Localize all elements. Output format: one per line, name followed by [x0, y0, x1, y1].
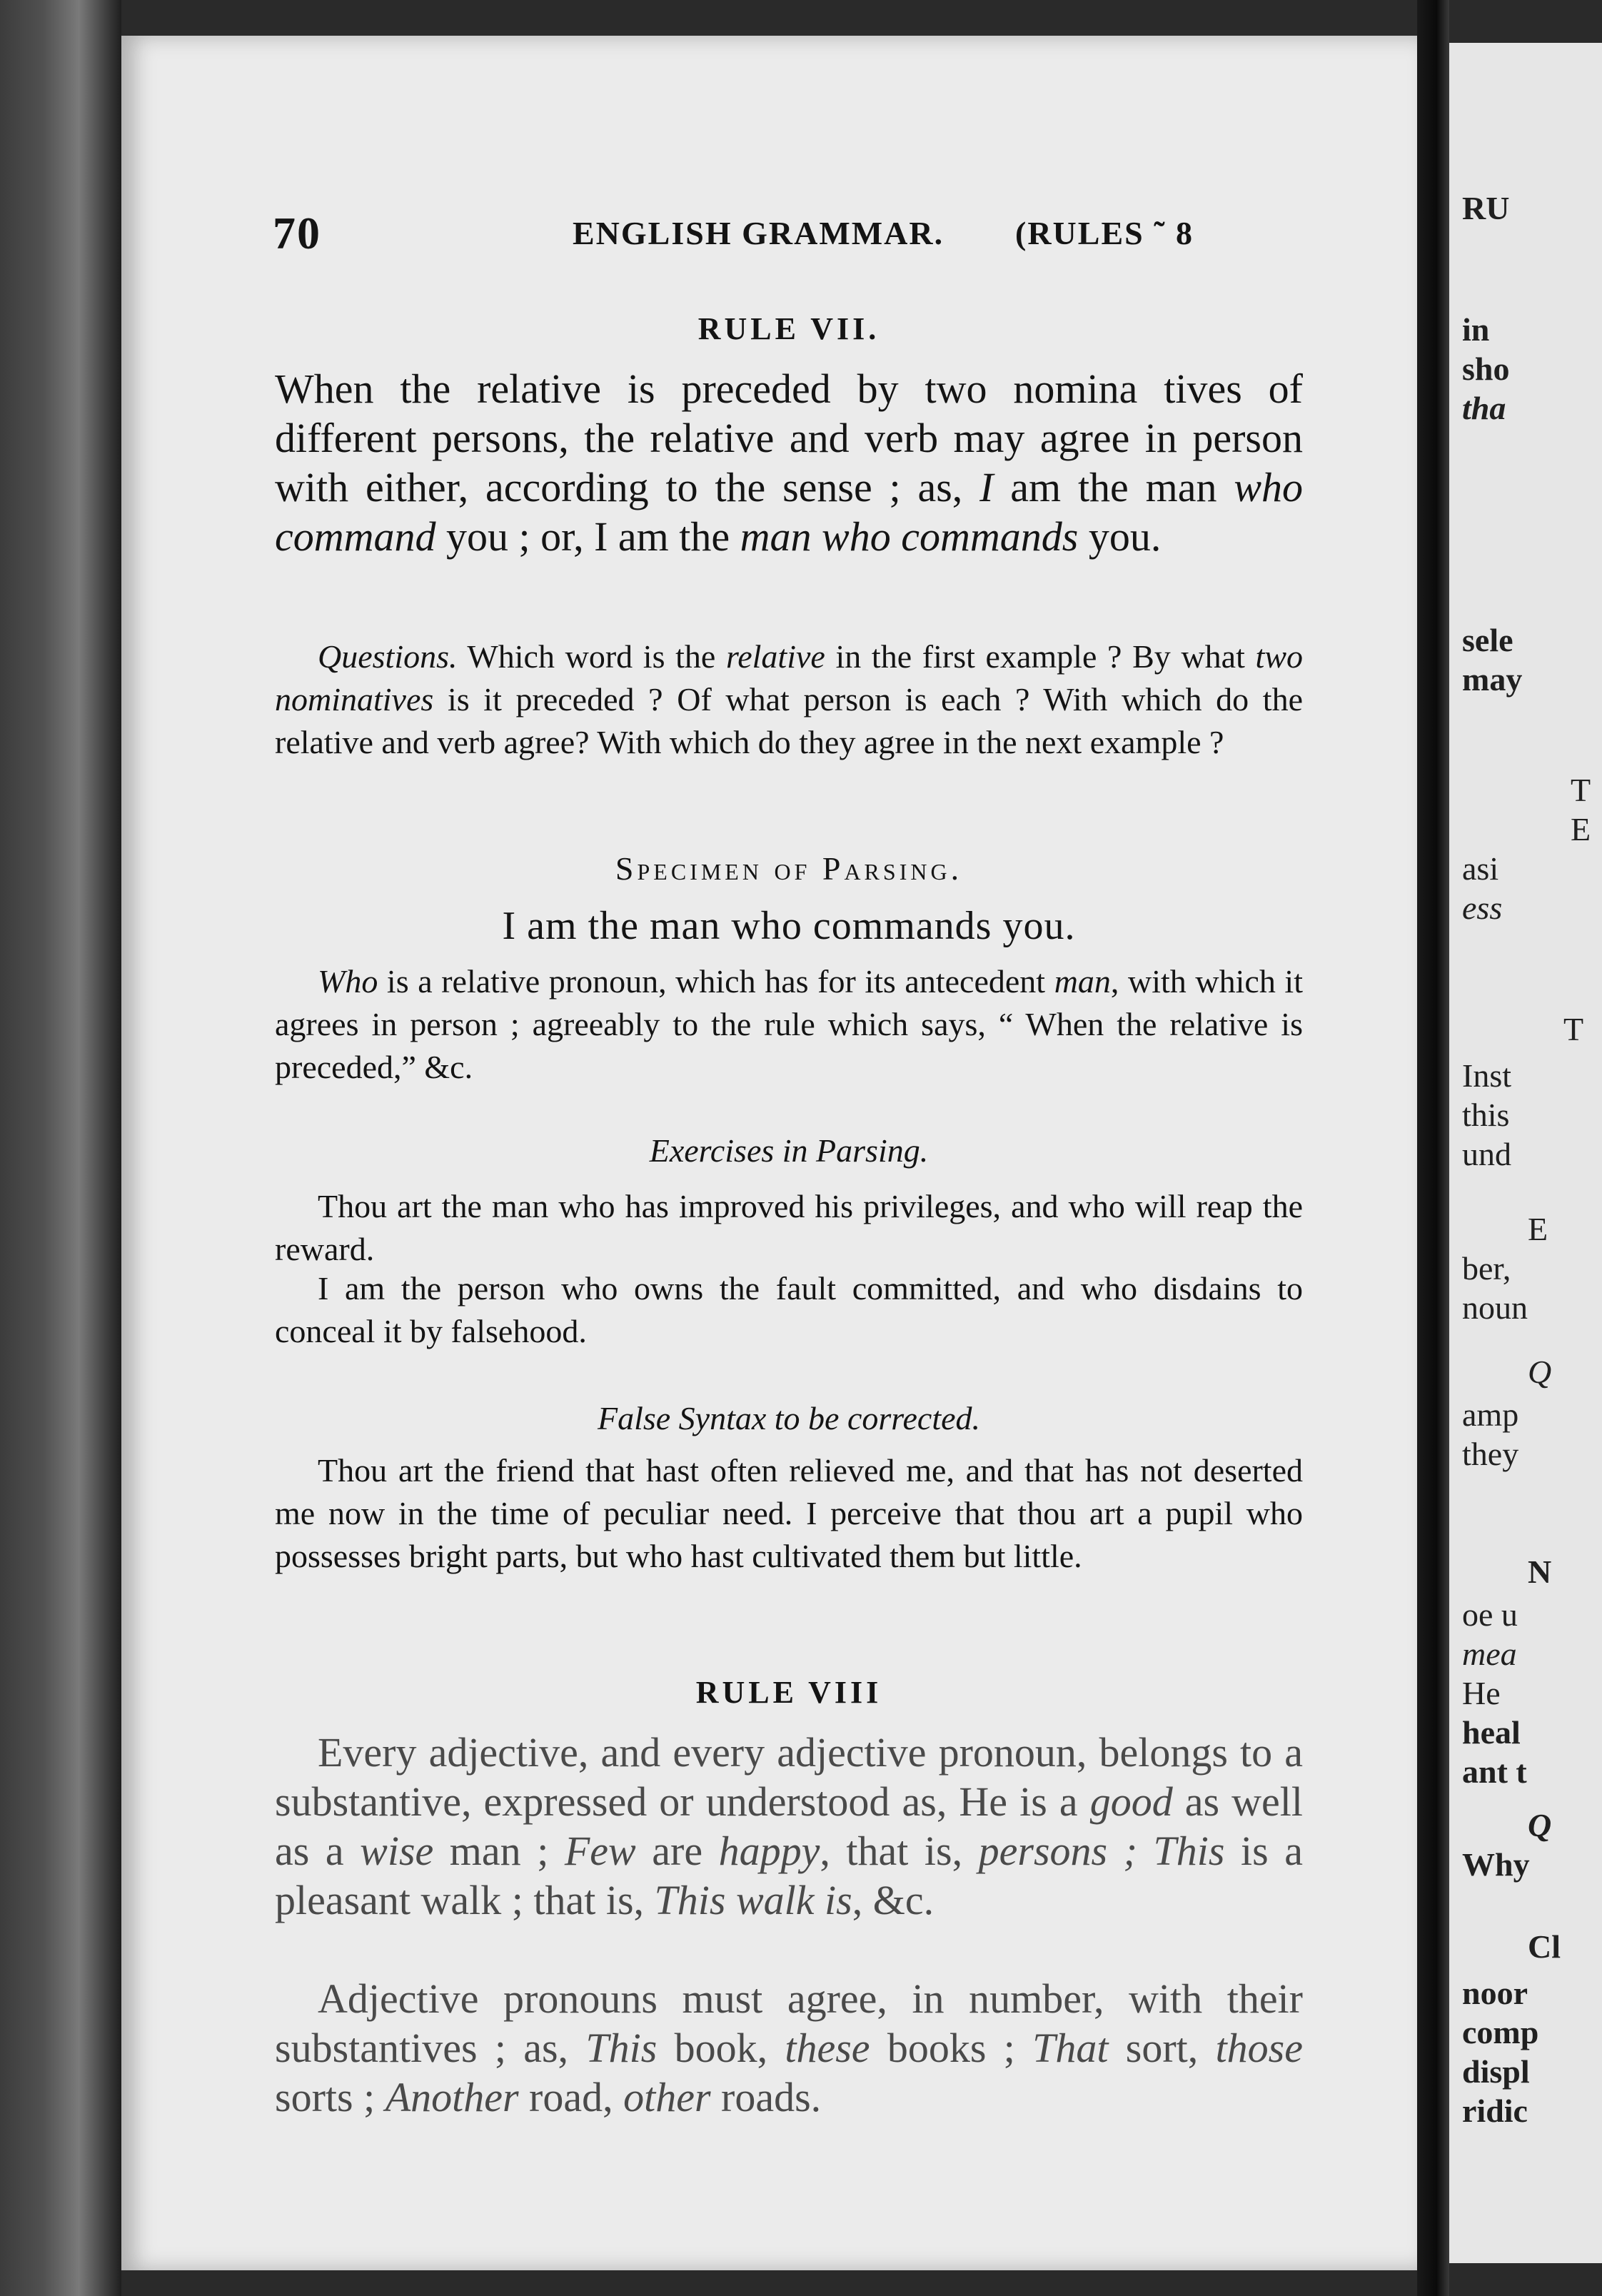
facing-fragment: sho — [1462, 351, 1510, 387]
facing-fragment: Q — [1528, 1354, 1552, 1390]
rule-7-questions: Questions. Which word is the relative in the first example ? By what two nominatives is it preceded ? Of what person is each ? With which do the relative and verb agree? With which do they agree in the next example ? — [275, 638, 1304, 760]
facing-fragment: amp — [1462, 1396, 1519, 1433]
facing-fragment: in — [1462, 311, 1490, 348]
exercises-heading: Exercises in Parsing. — [649, 1132, 929, 1169]
facing-fragment: asi — [1462, 850, 1499, 887]
page-number: 70 — [273, 208, 321, 258]
book-gutter — [1417, 0, 1449, 2296]
facing-fragment: they — [1462, 1436, 1519, 1472]
facing-fragment: sele — [1462, 622, 1513, 658]
facing-fragment: noun — [1462, 1289, 1528, 1326]
facing-fragment: may — [1462, 661, 1523, 698]
facing-fragment: comp — [1462, 2014, 1539, 2050]
facing-fragment: noor — [1462, 1975, 1528, 2011]
running-title: ENGLISH GRAMMAR. — [573, 215, 944, 251]
book-spine — [0, 0, 121, 2296]
facing-fragment: ber, — [1462, 1250, 1511, 1287]
facing-fragment: N — [1528, 1554, 1552, 1590]
specimen-parsing: Who is a relative pronoun, which has for its antecedent man, with which it agrees in person ; agreeably to the rule which says, “ When the relative is preceded,” &c. — [275, 963, 1303, 1085]
specimen-sentence: I am the man who commands you. — [502, 904, 1076, 948]
facing-fragment: Cl — [1528, 1928, 1561, 1965]
false-syntax-text: Thou art the friend that hast often relieved me, and that has not deserted me now in the time of peculiar need. I perceive that thou art a pupil who possesses bright parts, but who hast cultivated them but little. — [275, 1452, 1303, 1574]
facing-fragment: oe u — [1462, 1596, 1518, 1633]
facing-fragment: RU — [1462, 190, 1510, 226]
rule-7-text: When the relative is preceded by two nomina tives of different persons, the relative and verb may agree in person with either, according to the sense ; as, I am the man who command you ; or, I am the man who commands you. — [275, 366, 1303, 560]
facing-fragment: E — [1571, 811, 1591, 847]
page-header — [273, 207, 1272, 264]
rule-8-paragraph-1: Every adjective, and every adjective pronoun, belongs to a substantive, expressed or understood as, He is a good as well as a wise man ; Few are happy, that is, persons ; This is a pleasant walk ; that is, This walk is, &c. — [275, 1729, 1304, 1923]
facing-fragment: this — [1462, 1097, 1510, 1133]
facing-fragment: ess — [1462, 890, 1503, 926]
rule-8-heading: RULE VIII — [695, 1675, 882, 1710]
exercise-1: Thou art the man who has improved his privileges, and who will reap the reward. — [275, 1188, 1303, 1267]
specimen-heading: Specimen of Parsing. — [615, 850, 963, 887]
facing-fragment: Inst — [1462, 1057, 1511, 1094]
facing-fragment: und — [1462, 1136, 1511, 1172]
rule-7-heading: RULE VII. — [697, 311, 880, 346]
facing-fragment: T — [1571, 772, 1591, 808]
facing-fragment: displ — [1462, 2053, 1530, 2090]
section-label: (RULES ˜ 8 — [1015, 215, 1194, 251]
facing-fragment: Why — [1462, 1846, 1530, 1883]
facing-fragment: mea — [1462, 1636, 1517, 1672]
facing-page — [1449, 43, 1602, 2263]
facing-fragment: tha — [1462, 390, 1506, 426]
facing-fragment: ant t — [1462, 1753, 1527, 1790]
facing-fragment: He — [1462, 1675, 1501, 1711]
false-syntax-heading: False Syntax to be corrected. — [597, 1400, 981, 1436]
facing-fragment: Q — [1528, 1807, 1552, 1843]
facing-fragment: E — [1528, 1211, 1548, 1247]
facing-fragment: ridic — [1462, 2093, 1528, 2129]
exercise-2: I am the person who owns the fault committed, and who disdains to conceal it by falsehood. — [275, 1270, 1303, 1349]
facing-fragment: heal — [1462, 1714, 1521, 1751]
facing-fragment: T — [1563, 1011, 1584, 1047]
rule-8-paragraph-2: Adjective pronouns must agree, in number, with their substantives ; as, This book, these books ; That sort, those sorts ; Another road, other roads. — [275, 1975, 1303, 2120]
